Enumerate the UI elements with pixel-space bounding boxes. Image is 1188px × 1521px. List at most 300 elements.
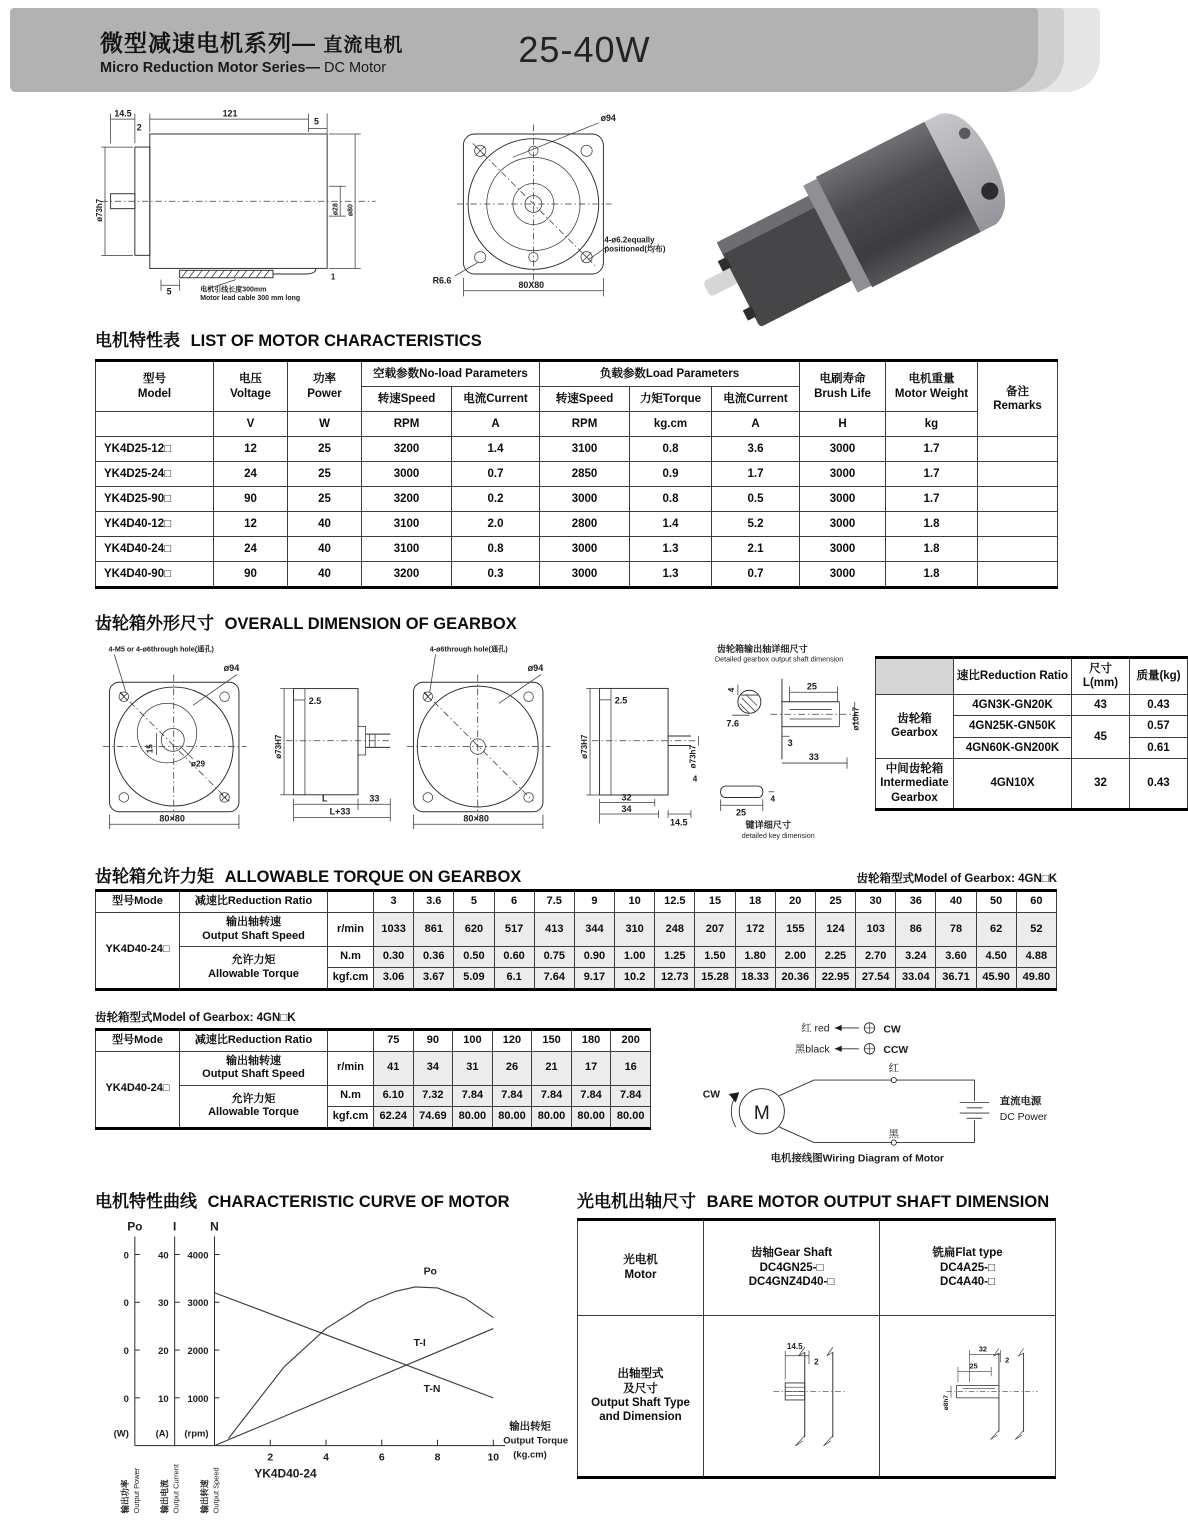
table-cell: 24 bbox=[214, 537, 288, 562]
col-ratio: 减速比Reduction Ratio bbox=[180, 1029, 328, 1051]
table-cell: 34 bbox=[413, 1051, 453, 1086]
lead-note-cn: 电机引线长度300mm bbox=[200, 286, 267, 294]
col-remarks: 备注 Remarks bbox=[978, 361, 1058, 437]
table-cell: 6.10 bbox=[374, 1086, 414, 1107]
datasheet-page bbox=[0, 8, 1181, 1514]
table-cell: 41 bbox=[374, 1051, 414, 1086]
table-cell: 1.80 bbox=[735, 947, 775, 968]
dim-label: ø73h7 bbox=[688, 744, 698, 769]
table-cell: 24 bbox=[214, 462, 288, 487]
col-weight: 质量(kg) bbox=[1130, 658, 1188, 695]
table-cell: 33.04 bbox=[896, 968, 936, 990]
tick-label: 40 bbox=[158, 1250, 169, 1262]
table-cell: 62.24 bbox=[374, 1106, 414, 1128]
col-current: 电流Current bbox=[452, 387, 540, 412]
gearbox-model-table bbox=[875, 656, 1188, 811]
section-title-characteristic-curve bbox=[95, 1187, 563, 1212]
table-cell: 40 bbox=[936, 891, 976, 913]
table-cell: 20 bbox=[775, 891, 815, 913]
section-title-cn: 齿轮箱允许力矩 bbox=[95, 867, 214, 886]
series-title-cn: 微型减速电机系列— bbox=[100, 29, 316, 56]
col-model: 型号Mode bbox=[96, 1029, 180, 1051]
section-title-en: CHARACTERISTIC CURVE OF MOTOR bbox=[207, 1192, 510, 1211]
table-cell: 40 bbox=[288, 562, 362, 588]
table-cell: 0.50 bbox=[454, 947, 494, 968]
table-cell: 75 bbox=[374, 1029, 414, 1051]
col-reduction-ratio: 速比Reduction Ratio bbox=[954, 658, 1072, 695]
table-cell: 1.25 bbox=[655, 947, 695, 968]
dim-label: 2.5 bbox=[308, 695, 322, 706]
motor-side-view-drawing bbox=[95, 106, 395, 302]
table-cell: 3000 bbox=[540, 537, 630, 562]
banner-content bbox=[10, 8, 1038, 92]
table-cell: 3.24 bbox=[896, 947, 936, 968]
characteristic-curve-chart bbox=[95, 1216, 569, 1516]
cw-direction-label: CW bbox=[702, 1089, 721, 1101]
wiring-diagram bbox=[675, 1005, 1057, 1169]
col-noload: 空载参数No-load Parameters bbox=[362, 361, 540, 387]
terminal-black: 黑 bbox=[888, 1129, 899, 1141]
legend-red: 红 red bbox=[801, 1023, 830, 1035]
col-power: 功率 Power bbox=[288, 361, 362, 412]
axis-unit: (A) bbox=[155, 1428, 169, 1440]
dim-label: 80X80 bbox=[518, 280, 545, 290]
table-cell: 120 bbox=[492, 1029, 532, 1051]
gearbox-front-view-1 bbox=[95, 642, 263, 830]
table-cell: 78 bbox=[936, 912, 976, 947]
xlabel-cn: 输出转矩 bbox=[509, 1421, 551, 1433]
section-title-en: BARE MOTOR OUTPUT SHAFT DIMENSION bbox=[706, 1192, 1050, 1211]
cell: 4GN25K-GN50K bbox=[954, 716, 1072, 737]
units-row bbox=[96, 412, 1058, 437]
dim-label: ø8h7 bbox=[942, 1394, 950, 1410]
row-gearbox: 齿轮箱 Gearbox bbox=[876, 694, 954, 758]
tick-label: 0 bbox=[123, 1393, 129, 1405]
series-label-ti: T-I bbox=[413, 1337, 426, 1349]
table-cell: 16 bbox=[611, 1051, 651, 1086]
dim-label: ø73H7 bbox=[274, 734, 284, 759]
table-cell: 10.2 bbox=[615, 968, 655, 990]
table-cell: kg.cm bbox=[630, 412, 712, 437]
axis-label-output-power-en: Output Power bbox=[131, 1467, 141, 1514]
section-title-cn: 电机特性曲线 bbox=[95, 1191, 197, 1211]
table-cell: 26 bbox=[492, 1051, 532, 1086]
table-cell: 0.60 bbox=[494, 947, 534, 968]
table-cell bbox=[978, 562, 1058, 588]
table-cell: 7.84 bbox=[532, 1086, 572, 1107]
model-cell: YK4D40-24□ bbox=[96, 912, 180, 989]
ratio-header-row bbox=[96, 1029, 651, 1051]
table-cell: 31 bbox=[453, 1051, 493, 1086]
section-title-en: LIST OF MOTOR CHARACTERISTICS bbox=[190, 332, 482, 350]
table-cell: 0.8 bbox=[630, 437, 712, 462]
gearbox-output-shaft-detail bbox=[713, 642, 871, 842]
section-title-gearbox-dimension bbox=[95, 609, 1057, 634]
table-cell: 6 bbox=[494, 891, 534, 913]
table-cell: A bbox=[712, 412, 800, 437]
dim-label: 25 bbox=[969, 1361, 978, 1371]
speed-row bbox=[96, 1051, 651, 1086]
dim-label: 15 bbox=[145, 744, 155, 754]
allowable-torque-table-1 bbox=[95, 889, 1057, 991]
table-cell bbox=[978, 437, 1058, 462]
dim-label: 25 bbox=[735, 807, 747, 818]
col-current: 电流Current bbox=[712, 387, 800, 412]
detail-title-en: Detailed gearbox output shaft dimension bbox=[714, 655, 844, 664]
table-cell: 207 bbox=[695, 912, 735, 947]
table-cell: W bbox=[288, 412, 362, 437]
table-cell: 1.3 bbox=[630, 537, 712, 562]
table-cell: 1.00 bbox=[615, 947, 655, 968]
gear-shaft-drawing bbox=[707, 1320, 877, 1468]
table-cell: 2.00 bbox=[775, 947, 815, 968]
tick-label: 0 bbox=[123, 1250, 129, 1262]
motor-characteristics-table bbox=[95, 359, 1058, 589]
series-T-N bbox=[214, 1292, 493, 1397]
dim-label: R6.6 bbox=[432, 275, 452, 286]
cell: 0.43 bbox=[1130, 758, 1188, 809]
table-cell: 25 bbox=[815, 891, 855, 913]
table-cell: YK4D25-90□ bbox=[96, 487, 214, 512]
table-cell: 861 bbox=[414, 912, 454, 947]
table-cell: 90 bbox=[214, 487, 288, 512]
cell: 0.57 bbox=[1130, 716, 1188, 737]
dim-label: L+33 bbox=[329, 806, 351, 817]
table-cell: 310 bbox=[615, 912, 655, 947]
cell: 0.43 bbox=[1130, 694, 1188, 715]
series-title bbox=[100, 25, 403, 76]
table-cell: 0.7 bbox=[452, 462, 540, 487]
table-cell: 1.4 bbox=[630, 512, 712, 537]
table-cell: 2.1 bbox=[712, 537, 800, 562]
table-cell: 180 bbox=[571, 1029, 611, 1051]
cell: 43 bbox=[1072, 694, 1130, 715]
table-cell: 3000 bbox=[800, 562, 886, 588]
table-cell: RPM bbox=[540, 412, 630, 437]
table-row bbox=[96, 487, 1058, 512]
dim-label: ø80 bbox=[347, 204, 355, 217]
table-cell: 1.7 bbox=[886, 487, 978, 512]
lead-note-en: Motor lead cable 300 mm long bbox=[200, 295, 301, 303]
tick-label: 20 bbox=[158, 1345, 169, 1357]
table-cell: 3000 bbox=[800, 462, 886, 487]
tick-label: 3000 bbox=[187, 1298, 209, 1310]
table-cell: 62 bbox=[976, 912, 1016, 947]
holes-note-1: 4-ø6.2equally bbox=[604, 235, 655, 245]
table-cell: 45.90 bbox=[976, 968, 1016, 990]
table-cell bbox=[978, 487, 1058, 512]
series-title-en-sub: DC Motor bbox=[323, 59, 387, 76]
legend-ccw: CCW bbox=[883, 1044, 909, 1056]
detail-caption-en: detailed key dimension bbox=[741, 831, 815, 840]
dim-label: ø73h7 bbox=[95, 198, 105, 222]
tick-label: 6 bbox=[378, 1452, 385, 1464]
axis-label-output-speed-en: Output Speed bbox=[211, 1467, 221, 1514]
dim-label: 5 bbox=[314, 116, 320, 127]
unit-cell: kgf.cm bbox=[328, 968, 374, 990]
gearbox-side-view-2 bbox=[571, 642, 709, 830]
table-cell: RPM bbox=[362, 412, 452, 437]
table-cell: 3.06 bbox=[374, 968, 414, 990]
dim-label: 80×80 bbox=[159, 813, 185, 824]
table-cell: 12 bbox=[214, 512, 288, 537]
table-cell: 3.6 bbox=[712, 437, 800, 462]
axis-name: N bbox=[210, 1219, 219, 1234]
col-torque: 力矩Torque bbox=[630, 387, 712, 412]
unit-cell: r/min bbox=[328, 1051, 374, 1086]
tick-label: 0 bbox=[123, 1345, 129, 1357]
gearbox-side-view-1 bbox=[267, 642, 395, 830]
dim-label: 5 bbox=[166, 286, 172, 297]
axis-label-output-speed-cn: 输出转速 bbox=[199, 1479, 210, 1514]
table-cell: 9 bbox=[574, 891, 614, 913]
xlabel-en: Output Torque bbox=[503, 1435, 569, 1447]
table-cell: 7.64 bbox=[534, 968, 574, 990]
gear-shaft-drawing-cell bbox=[704, 1315, 880, 1477]
cell: 32 bbox=[1072, 758, 1130, 809]
dim-label: 14.5 bbox=[669, 817, 688, 828]
col-flat-type: 铣扁Flat type DC4A25-□ DC4A40-□ bbox=[880, 1219, 1056, 1315]
table-cell: 1.3 bbox=[630, 562, 712, 588]
model-cell: YK4D40-24□ bbox=[96, 1051, 180, 1128]
table-cell: 0.8 bbox=[630, 487, 712, 512]
table-cell: 25 bbox=[288, 437, 362, 462]
table-cell: 5 bbox=[454, 891, 494, 913]
dc-power-cn: 直流电源 bbox=[999, 1096, 1042, 1108]
table-cell: 248 bbox=[655, 912, 695, 947]
blank-cell bbox=[876, 658, 954, 695]
dim-label: 25 bbox=[806, 681, 817, 692]
dim-label: 4 bbox=[692, 774, 698, 784]
table-cell: kg bbox=[886, 412, 978, 437]
table-cell: YK4D40-12□ bbox=[96, 512, 214, 537]
dim-label: 7.6 bbox=[726, 718, 740, 729]
table-cell: 21 bbox=[532, 1051, 572, 1086]
table-cell: 7.84 bbox=[611, 1086, 651, 1107]
dim-label: 34 bbox=[621, 804, 632, 815]
table-cell: 3200 bbox=[362, 437, 452, 462]
table-cell: 150 bbox=[532, 1029, 572, 1051]
table-cell: 0.90 bbox=[574, 947, 614, 968]
table-cell: 2.70 bbox=[856, 947, 896, 968]
table-cell: 49.80 bbox=[1016, 968, 1056, 990]
gearbox-model-note-2: 齿轮箱型式Model of Gearbox: 4GN□K bbox=[95, 1011, 296, 1024]
table-row bbox=[96, 562, 1058, 588]
table-cell: 90 bbox=[413, 1029, 453, 1051]
col-motor: 光电机 Motor bbox=[578, 1219, 704, 1315]
col-brush-life: 电刷寿命 Brush Life bbox=[800, 361, 886, 412]
table-cell: 3000 bbox=[362, 462, 452, 487]
table-cell: 3000 bbox=[800, 537, 886, 562]
col-voltage: 电压 Voltage bbox=[214, 361, 288, 412]
dim-label: ø94 bbox=[600, 112, 616, 123]
table-cell: 5.2 bbox=[712, 512, 800, 537]
table-cell: 7.5 bbox=[534, 891, 574, 913]
holes-note: 4-ø6through hole(通孔) bbox=[429, 644, 508, 654]
table-cell: 344 bbox=[574, 912, 614, 947]
gearbox-model-note: 齿轮箱型式Model of Gearbox: 4GN□K bbox=[856, 873, 1057, 885]
table-cell: 3100 bbox=[362, 512, 452, 537]
holes-note-2: positioned(均布) bbox=[604, 244, 666, 254]
section-title-motor-characteristics bbox=[95, 326, 1057, 351]
table-cell: 103 bbox=[856, 912, 896, 947]
axis-name: Po bbox=[127, 1219, 143, 1234]
table-cell: 2.25 bbox=[815, 947, 855, 968]
table-cell: 1.4 bbox=[452, 437, 540, 462]
table-cell: 0.5 bbox=[712, 487, 800, 512]
tick-label: 0 bbox=[123, 1298, 129, 1310]
table-cell bbox=[96, 412, 214, 437]
table-cell: 413 bbox=[534, 912, 574, 947]
section-title-cn: 光电机出轴尺寸 bbox=[577, 1191, 696, 1211]
table-cell: 7.32 bbox=[413, 1086, 453, 1107]
tick-label: 2000 bbox=[187, 1345, 209, 1357]
table-cell: 3100 bbox=[362, 537, 452, 562]
table-cell: 3000 bbox=[800, 487, 886, 512]
table-cell: 4.88 bbox=[1016, 947, 1056, 968]
dim-label: 80×80 bbox=[463, 813, 489, 824]
cell: 4GN10X bbox=[954, 758, 1072, 809]
dim-label: 4 bbox=[727, 687, 737, 693]
series-title-cn-sub: 直流电机 bbox=[323, 34, 404, 56]
table-cell: 60 bbox=[1016, 891, 1056, 913]
table-cell: 80.00 bbox=[492, 1106, 532, 1128]
table-cell: 1.7 bbox=[712, 462, 800, 487]
table-cell: 2800 bbox=[540, 512, 630, 537]
terminal-red: 红 bbox=[888, 1063, 899, 1075]
table-cell: H bbox=[800, 412, 886, 437]
tick-label: 10 bbox=[158, 1393, 169, 1405]
table-cell: 100 bbox=[453, 1029, 493, 1051]
table-cell: 80.00 bbox=[453, 1106, 493, 1128]
table-cell: 3000 bbox=[800, 512, 886, 537]
table-cell: 0.30 bbox=[374, 947, 414, 968]
table-cell: 0.75 bbox=[534, 947, 574, 968]
section-title-cn: 齿轮箱外形尺寸 bbox=[95, 614, 214, 633]
section-title-bare-motor-shaft bbox=[577, 1187, 1055, 1212]
table-cell: 3200 bbox=[362, 562, 452, 588]
table-cell: YK4D40-24□ bbox=[96, 537, 214, 562]
table-cell: 36 bbox=[896, 891, 936, 913]
cell: 0.61 bbox=[1130, 737, 1188, 758]
cell: 45 bbox=[1072, 716, 1130, 759]
table-cell: 155 bbox=[775, 912, 815, 947]
allowable-torque-table-2 bbox=[95, 1028, 651, 1130]
table-cell: 50 bbox=[976, 891, 1016, 913]
table-cell: 3200 bbox=[362, 487, 452, 512]
section-title-cn: 电机特性表 bbox=[95, 331, 180, 350]
blank-cell bbox=[328, 891, 374, 913]
table-cell: 7.84 bbox=[571, 1086, 611, 1107]
table-cell: 30 bbox=[856, 891, 896, 913]
table-cell: 3.67 bbox=[414, 968, 454, 990]
unit-cell: N.m bbox=[328, 947, 374, 968]
row-label-speed: 输出轴转速 Output Shaft Speed bbox=[180, 1051, 328, 1086]
bare-motor-shaft-table bbox=[577, 1218, 1056, 1479]
table-cell: 3.60 bbox=[936, 947, 976, 968]
dim-label: 32 bbox=[621, 792, 632, 803]
table-cell: 15 bbox=[695, 891, 735, 913]
table-cell: 25 bbox=[288, 462, 362, 487]
table-cell: 0.36 bbox=[414, 947, 454, 968]
col-speed: 转速Speed bbox=[362, 387, 452, 412]
detail-title-cn: 齿轮箱输出轴详细尺寸 bbox=[716, 643, 808, 654]
gearbox-front-view-2 bbox=[399, 642, 567, 830]
table-cell: 620 bbox=[454, 912, 494, 947]
dc-power-en: DC Power bbox=[999, 1111, 1048, 1123]
dim-label: ø10h7 bbox=[851, 707, 861, 731]
dim-label: ø94 bbox=[527, 662, 544, 673]
table-cell: 3.6 bbox=[414, 891, 454, 913]
table-cell: 2850 bbox=[540, 462, 630, 487]
table-cell: 2.0 bbox=[452, 512, 540, 537]
table-row bbox=[96, 512, 1058, 537]
table-cell: 0.8 bbox=[452, 537, 540, 562]
table-cell: YK4D25-24□ bbox=[96, 462, 214, 487]
table-cell: 1033 bbox=[374, 912, 414, 947]
series-title-en: Micro Reduction Motor Series— bbox=[100, 59, 320, 76]
table-cell: 3100 bbox=[540, 437, 630, 462]
col-size: 尺寸L(mm) bbox=[1072, 658, 1130, 695]
unit-cell: r/min bbox=[328, 912, 374, 947]
table-cell: 1.50 bbox=[695, 947, 735, 968]
table-cell: 1.7 bbox=[886, 437, 978, 462]
table-cell: 3000 bbox=[800, 437, 886, 462]
speed-row bbox=[96, 912, 1057, 947]
legend-cw: CW bbox=[883, 1024, 901, 1036]
table-cell: 10 bbox=[615, 891, 655, 913]
tick-label: 30 bbox=[158, 1298, 169, 1310]
torque-nm-row bbox=[96, 1086, 651, 1107]
unit-cell: N.m bbox=[328, 1086, 374, 1107]
row-label-speed: 输出轴转速 Output Shaft Speed bbox=[180, 912, 328, 947]
tick-label: 10 bbox=[487, 1452, 500, 1464]
table-cell: 22.95 bbox=[815, 968, 855, 990]
torque-nm-row bbox=[96, 947, 1057, 968]
dim-label: 2.5 bbox=[614, 695, 628, 706]
motor-symbol: M bbox=[753, 1102, 770, 1124]
table-cell: 124 bbox=[815, 912, 855, 947]
detail-caption-cn: 键详细尺寸 bbox=[745, 820, 791, 831]
section-title-en: OVERALL DIMENSION OF GEARBOX bbox=[224, 615, 517, 633]
table-cell: 86 bbox=[896, 912, 936, 947]
col-speed: 转速Speed bbox=[540, 387, 630, 412]
table-cell: 52 bbox=[1016, 912, 1056, 947]
unit-cell: kgf.cm bbox=[328, 1106, 374, 1128]
series-Po bbox=[228, 1287, 493, 1439]
table-cell: 80.00 bbox=[532, 1106, 572, 1128]
table-cell bbox=[978, 462, 1058, 487]
table-cell bbox=[978, 512, 1058, 537]
table-cell: 40 bbox=[288, 537, 362, 562]
table-cell: A bbox=[452, 412, 540, 437]
table-row bbox=[96, 437, 1058, 462]
table-cell: 517 bbox=[494, 912, 534, 947]
col-motor-weight: 电机重量 Motor Weight bbox=[886, 361, 978, 412]
dim-label: 33 bbox=[808, 752, 819, 763]
series-label-po: Po bbox=[423, 1266, 437, 1278]
dim-label: 2 bbox=[1004, 1355, 1009, 1365]
table-cell: 80.00 bbox=[611, 1106, 651, 1128]
dim-label: 2 bbox=[813, 1357, 819, 1366]
dim-label: ø73H7 bbox=[580, 734, 590, 759]
axis-unit: (W) bbox=[113, 1428, 129, 1440]
table-cell: 0.2 bbox=[452, 487, 540, 512]
table-cell: 5.09 bbox=[454, 968, 494, 990]
table-cell: 1.8 bbox=[886, 537, 978, 562]
dim-label: ø94 bbox=[223, 662, 240, 673]
row-label-torque: 允许力矩 Allowable Torque bbox=[180, 1086, 328, 1129]
